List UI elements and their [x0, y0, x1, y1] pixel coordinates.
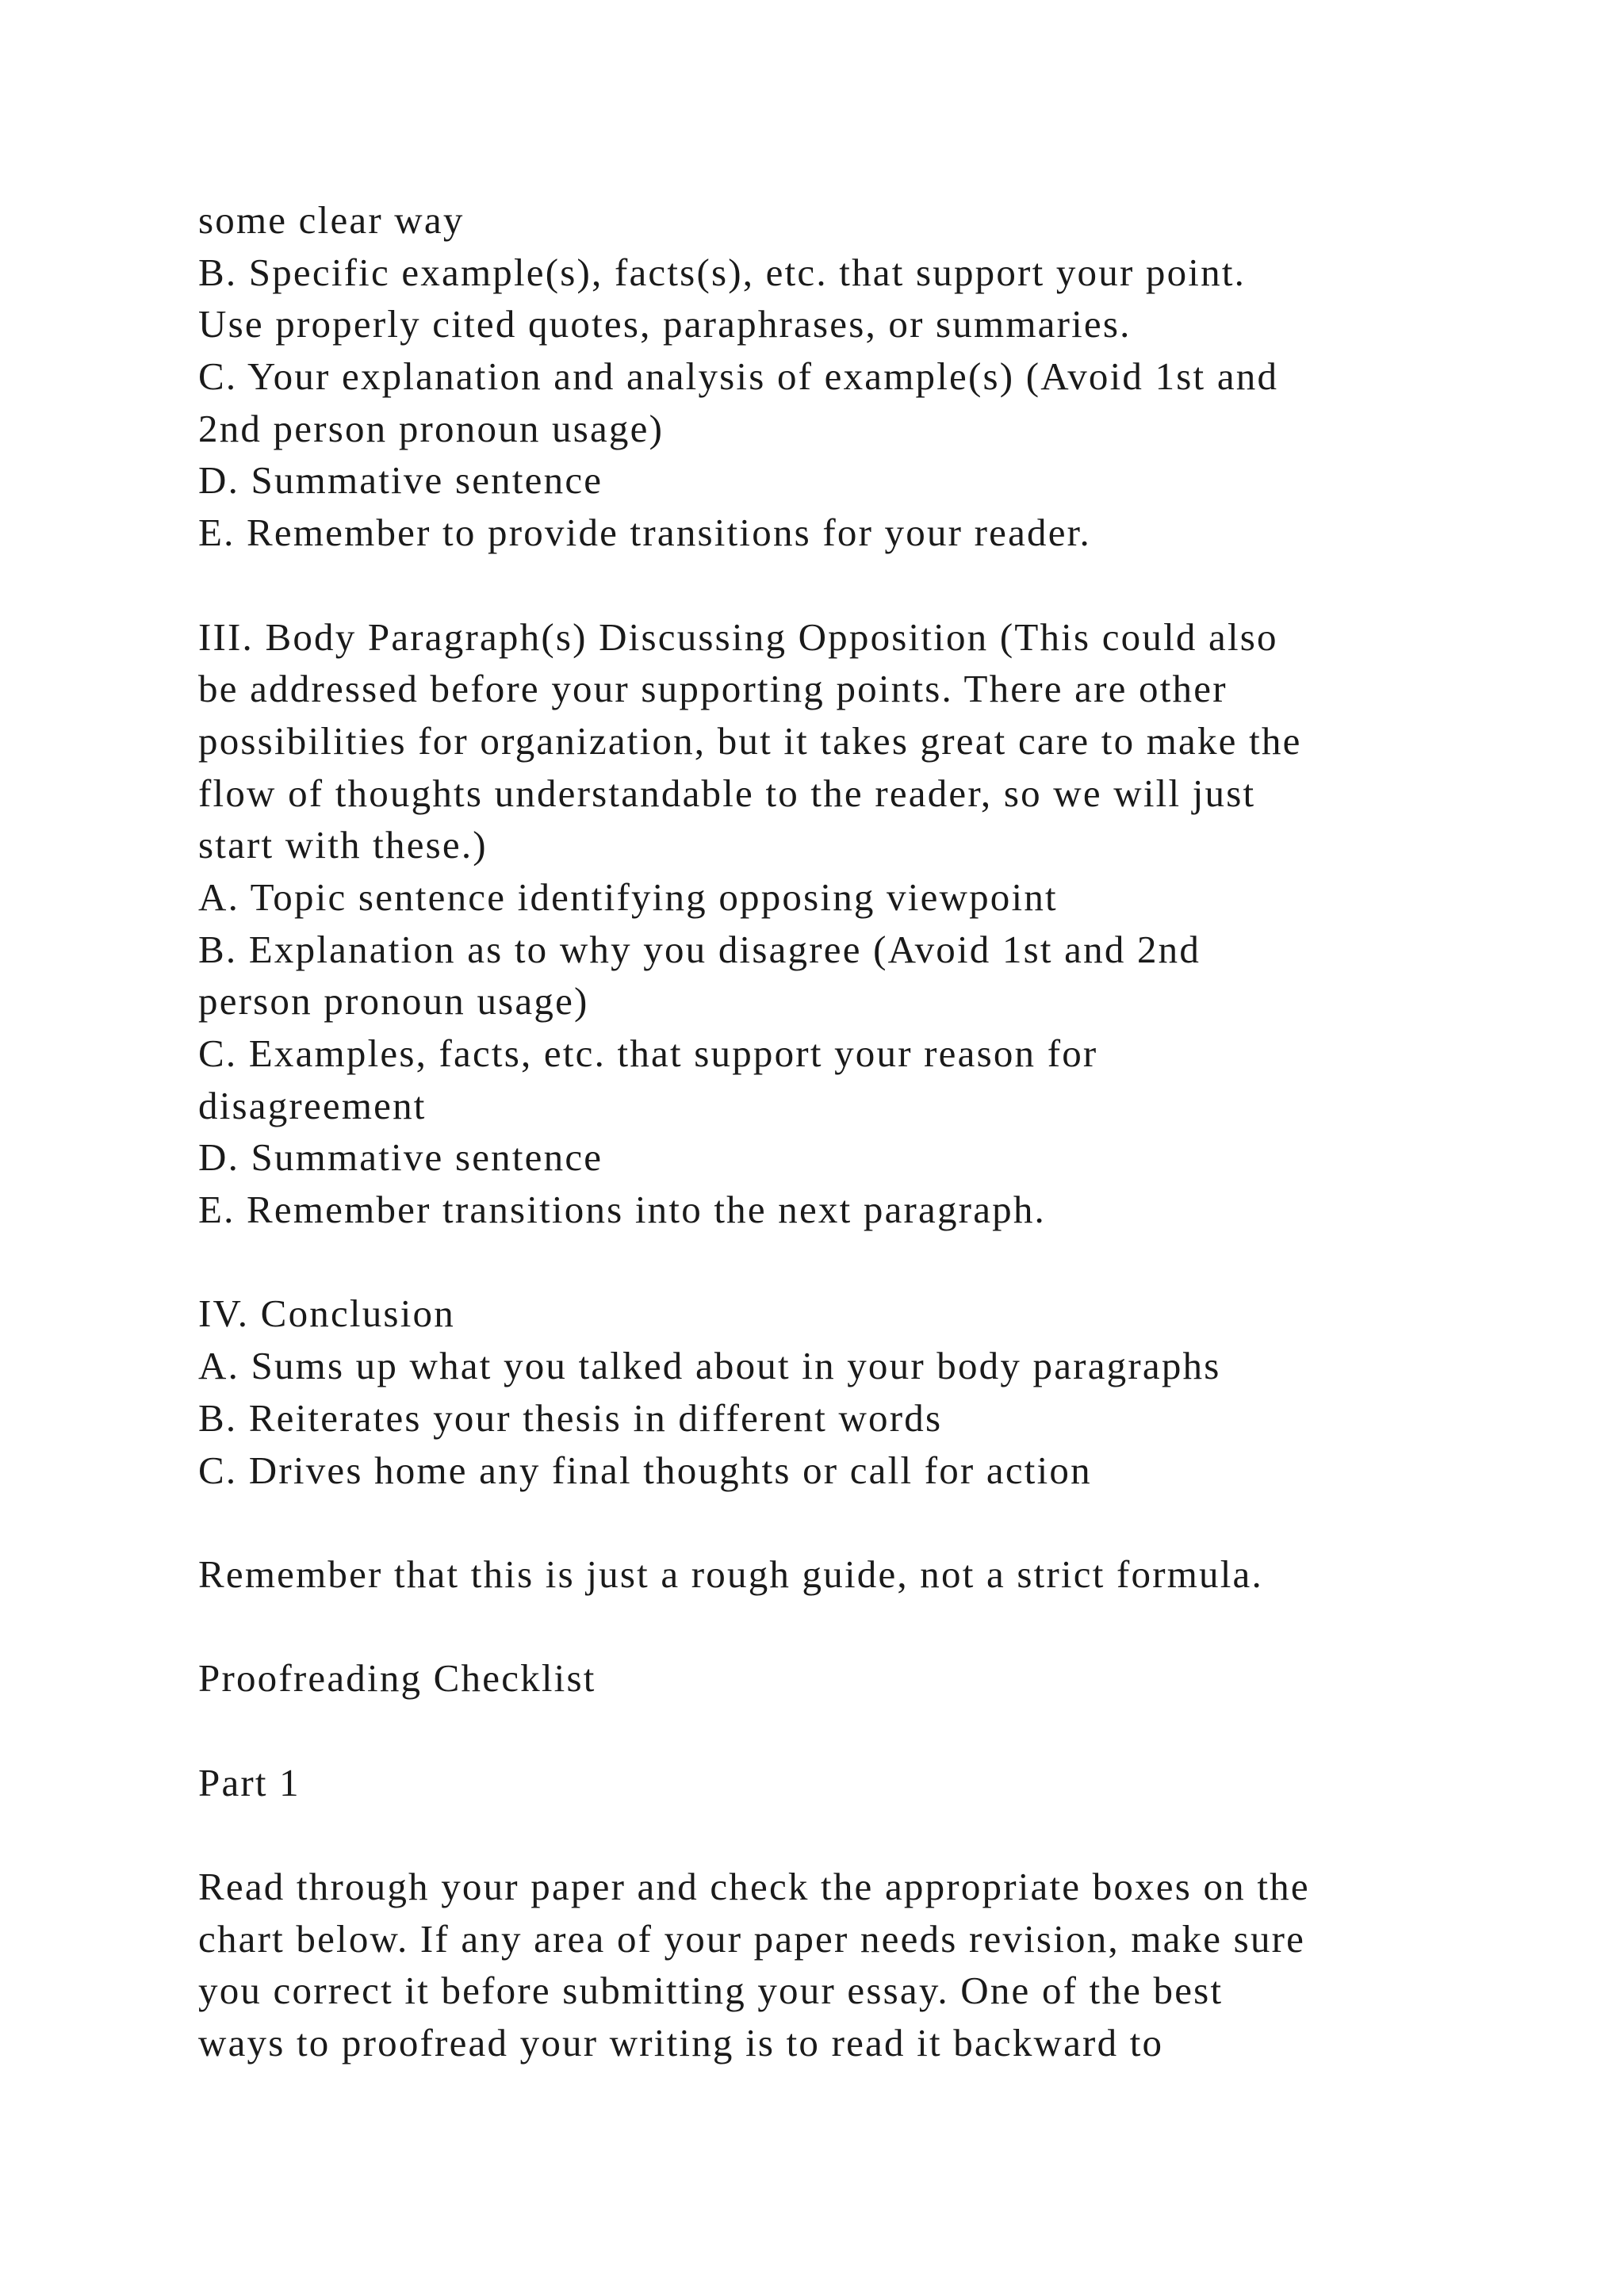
- text-line: C. Examples, facts, etc. that support your reason for: [198, 1031, 1098, 1075]
- reminder-text: Remember that this is just a rough guide, not a strict formula.: [198, 1552, 1263, 1596]
- text-line: E. Remember to provide transitions for your reader.: [198, 511, 1091, 555]
- text-line: you correct it before submitting your essay. One of the best: [198, 1969, 1224, 2013]
- text-line: disagreement: [198, 1083, 427, 1127]
- text-line: some clear way: [198, 198, 465, 242]
- text-line: flow of thoughts understandable to the reader, so we will just: [198, 771, 1256, 815]
- text-line: ways to proofread your writing is to read it backward to: [198, 2021, 1164, 2065]
- text-line: start with these.): [198, 823, 488, 867]
- proofreading-checklist-heading: Proofreading Checklist: [198, 1656, 596, 1701]
- paragraph-spacer: [198, 1496, 1515, 1548]
- section-heading-line: III. Body Paragraph(s) Discussing Opposition (This could also: [198, 614, 1278, 659]
- conclusion-section: [198, 1288, 1515, 1496]
- paragraph-spacer: [198, 1236, 1515, 1288]
- text-line: possibilities for organization, but it takes great care to make the: [198, 718, 1302, 763]
- instructions-paragraph: [198, 1861, 1515, 2069]
- text-line: C. Drives home any final thoughts or call for action: [198, 1448, 1092, 1492]
- paragraph-spacer: [198, 1705, 1515, 1757]
- text-line: Use properly cited quotes, paraphrases, or summaries.: [198, 302, 1132, 346]
- text-line: B. Reiterates your thesis in different words: [198, 1395, 943, 1440]
- text-line: D. Summative sentence: [198, 1135, 603, 1180]
- paragraph-spacer: [198, 559, 1515, 611]
- section-heading-line: IV. Conclusion: [198, 1292, 455, 1336]
- part-heading: Part 1: [198, 1760, 301, 1804]
- text-line: E. Remember transitions into the next paragraph.: [198, 1188, 1046, 1232]
- text-line: D. Summative sentence: [198, 458, 603, 503]
- document-body: [198, 194, 1515, 2069]
- text-line: be addressed before your supporting points. There are other: [198, 667, 1228, 711]
- text-line: A. Sums up what you talked about in your body paragraphs: [198, 1344, 1221, 1388]
- paragraph-spacer: [198, 1601, 1515, 1653]
- text-line: 2nd person pronoun usage): [198, 406, 665, 450]
- text-line: B. Specific example(s), facts(s), etc. that support your point.: [198, 250, 1247, 294]
- text-line: B. Explanation as to why you disagree (Avoid 1st and 2nd: [198, 927, 1201, 971]
- text-line: chart below. If any area of your paper needs revision, make sure: [198, 1916, 1306, 1961]
- paragraph-spacer: [198, 1808, 1515, 1861]
- outline-continuation-block: [198, 194, 1515, 559]
- text-line: A. Topic sentence identifying opposing viewpoint: [198, 874, 1058, 919]
- text-line: Read through your paper and check the appropriate boxes on the: [198, 1865, 1310, 1908]
- text-line: person pronoun usage): [198, 979, 589, 1024]
- opposition-section: [198, 611, 1515, 1236]
- text-line: C. Your explanation and analysis of example(s) (Avoid 1st and: [198, 354, 1279, 399]
